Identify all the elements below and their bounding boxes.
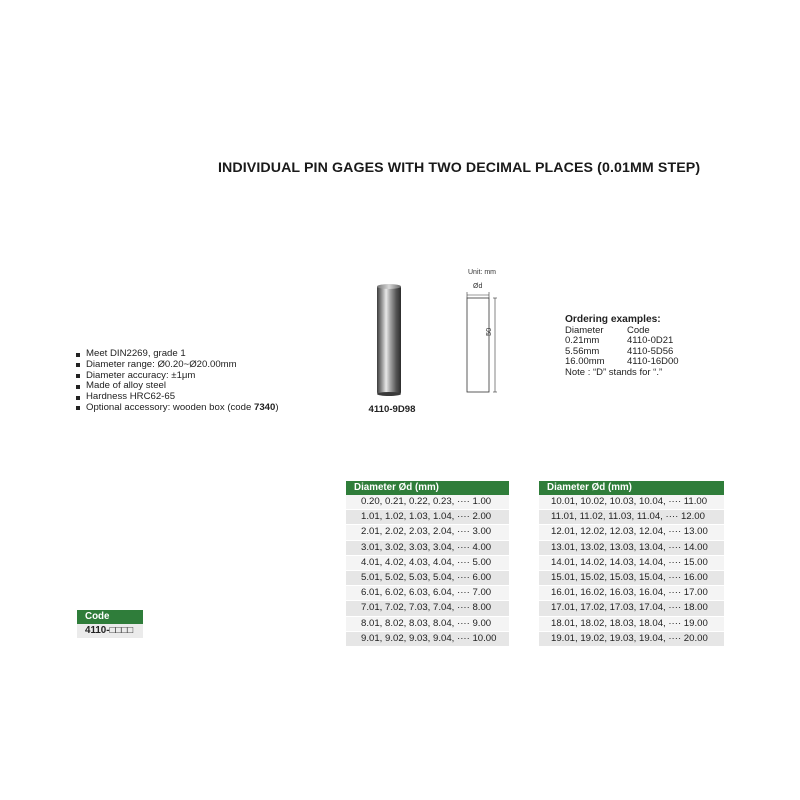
pin-caption: 4110-9D98 <box>368 404 416 415</box>
feature-item: Meet DIN2269, grade 1 <box>76 349 279 360</box>
feature-item: Diameter range: Ø0.20~Ø20.00mm <box>76 360 279 371</box>
table-row: 13.01, 13.02, 13.03, 13.04, ···· 14.00 <box>539 541 724 556</box>
ordering-title: Ordering examples: <box>565 314 661 325</box>
ordering-header-code: Code <box>627 324 650 336</box>
table-row: 5.01, 5.02, 5.03, 5.04, ···· 6.00 <box>346 571 509 586</box>
accessory-code: 7340 <box>253 401 276 413</box>
page-title: INDIVIDUAL PIN GAGES WITH TWO DECIMAL PLACES (0.01MM STEP) <box>218 160 701 176</box>
table-row: 4.01, 4.02, 4.03, 4.04, ···· 5.00 <box>346 556 509 571</box>
ordering-code: 4110-5D56 <box>627 345 674 357</box>
table-body <box>539 495 724 647</box>
table-row: 6.01, 6.02, 6.03, 6.04, ···· 7.00 <box>346 586 509 601</box>
diameter-table-2 <box>539 481 724 647</box>
table-row: 18.01, 18.02, 18.03, 18.04, ···· 19.00 <box>539 617 724 632</box>
code-box <box>77 610 143 638</box>
table-row: 7.01, 7.02, 7.03, 7.04, ···· 8.00 <box>346 601 509 616</box>
length-label: 50 <box>484 327 493 336</box>
table-row: 14.01, 14.02, 14.03, 14.04, ···· 15.00 <box>539 556 724 571</box>
table-body <box>346 495 509 647</box>
diameter-label: Ød <box>473 283 483 290</box>
table-row: 1.01, 1.02, 1.03, 1.04, ···· 2.00 <box>346 510 509 525</box>
diameter-table-1 <box>346 481 509 647</box>
table-row: 2.01, 2.02, 2.03, 2.04, ···· 3.00 <box>346 525 509 540</box>
table-row: 8.01, 8.02, 8.03, 8.04, ···· 9.00 <box>346 617 509 632</box>
table-row: 10.01, 10.02, 10.03, 10.04, ···· 11.00 <box>539 495 724 510</box>
feature-item: Made of alloy steel <box>76 381 279 392</box>
ordering-header-diameter: Diameter <box>565 324 604 336</box>
ordering-note: Note : “D” stands for “.” <box>565 366 663 378</box>
feature-text-close: ) <box>275 401 279 413</box>
table-row: 15.01, 15.02, 15.03, 15.04, ···· 16.00 <box>539 571 724 586</box>
table-header: Diameter Ød (mm) <box>539 481 724 495</box>
table-row: 19.01, 19.02, 19.03, 19.04, ···· 20.00 <box>539 632 724 647</box>
table-row: 11.01, 11.02, 11.03, 11.04, ···· 12.00 <box>539 510 724 525</box>
faint-header-mark <box>130 122 210 134</box>
ordering-examples <box>565 315 679 379</box>
ordering-diameter: 16.00mm <box>565 356 605 368</box>
table-row: 3.01, 3.02, 3.03, 3.04, ···· 4.00 <box>346 541 509 556</box>
ordering-code: 4110-16D00 <box>627 356 679 368</box>
pin-gage-graphic <box>376 283 402 398</box>
table-header: Diameter Ød (mm) <box>346 481 509 495</box>
ordering-diameter: 5.56mm <box>565 345 600 357</box>
code-value: 4110-□□□□ <box>77 624 143 638</box>
feature-item-accessory <box>76 403 279 414</box>
table-row: 0.20, 0.21, 0.22, 0.23, ···· 1.00 <box>346 495 509 510</box>
table-row: 12.01, 12.02, 12.03, 12.04, ···· 13.00 <box>539 525 724 540</box>
ordering-code: 4110-0D21 <box>627 335 674 347</box>
feature-text: Optional accessory: wooden box (code <box>86 401 254 413</box>
table-row: 16.01, 16.02, 16.03, 16.04, ···· 17.00 <box>539 586 724 601</box>
feature-item: Hardness HRC62-65 <box>76 392 279 403</box>
table-row: 9.01, 9.02, 9.03, 9.04, ···· 10.00 <box>346 632 509 647</box>
ordering-diameter: 0.21mm <box>565 335 600 347</box>
feature-list <box>76 349 279 414</box>
unit-label: Unit: mm <box>468 269 496 276</box>
pin-gage-image <box>376 283 402 398</box>
table-row: 17.01, 17.02, 17.03, 17.04, ···· 18.00 <box>539 601 724 616</box>
code-header: Code <box>77 610 143 624</box>
feature-item: Diameter accuracy: ±1μm <box>76 371 279 382</box>
